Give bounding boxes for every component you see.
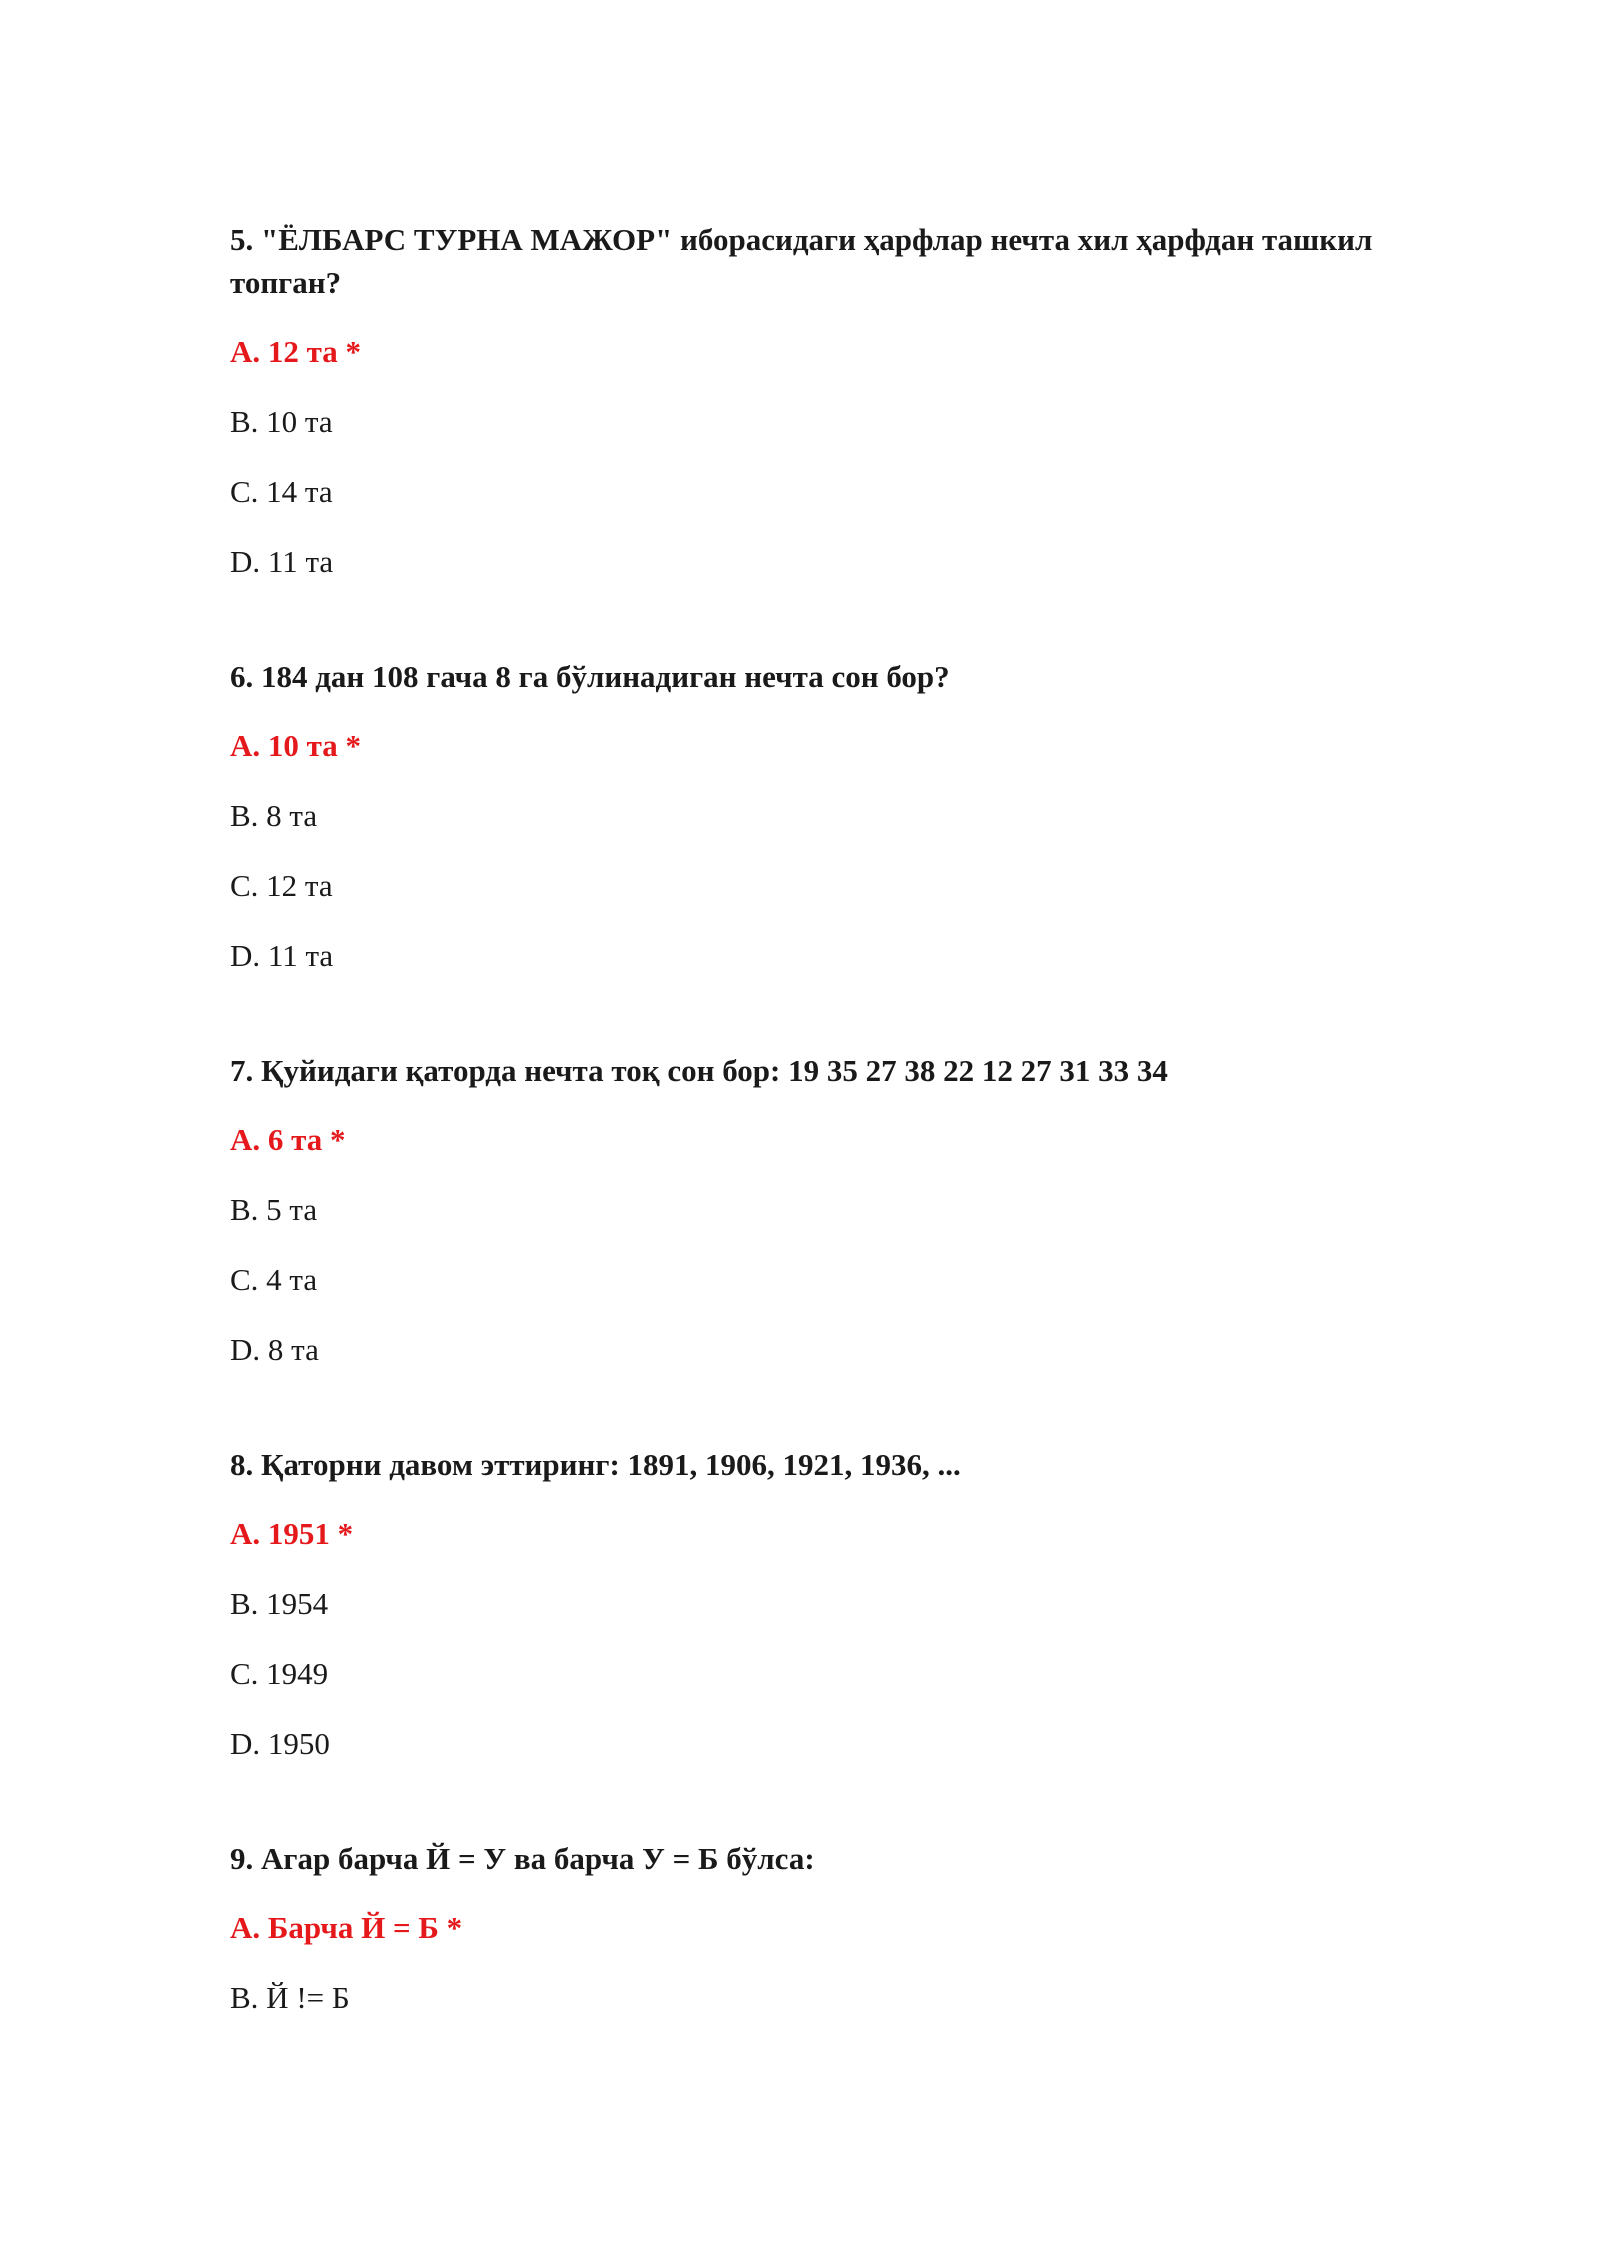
option-d: D. 8 та [230, 1332, 319, 1367]
document-page [230, 218, 1430, 2091]
option-a-correct: A. 12 та * [230, 334, 361, 369]
question-text: 5. "ЁЛБАРС ТУРНА МАЖОР" иборасидаги ҳарфлар нечта хил ҳарфдан ташкил топган? [230, 222, 1373, 300]
question-text: 9. Агар барча Й = У ва барча У = Б бўлса: [230, 1841, 815, 1876]
question-text: 8. Қаторни давом эттиринг: 1891, 1906, 1921, 1936, ... [230, 1447, 961, 1482]
option-b: B. 5 та [230, 1192, 318, 1227]
question-6 [230, 655, 1430, 977]
question-5 [230, 218, 1430, 583]
option-a-correct: A. Барча Й = Б * [230, 1910, 463, 1945]
option-c: C. 4 та [230, 1262, 318, 1297]
option-d: D. 1950 [230, 1726, 330, 1761]
question-text: 6. 184 дан 108 гача 8 га бўлинадиган нечта сон бор? [230, 659, 950, 694]
option-a-correct: A. 10 та * [230, 728, 361, 763]
option-c: C. 14 та [230, 474, 333, 509]
option-a-correct: A. 6 та * [230, 1122, 346, 1157]
question-9 [230, 1837, 1430, 2019]
option-d: D. 11 та [230, 544, 334, 579]
option-c: C. 1949 [230, 1656, 329, 1691]
option-a-correct: A. 1951 * [230, 1516, 354, 1551]
question-8 [230, 1443, 1430, 1765]
option-b: B. 10 та [230, 404, 333, 439]
option-b: B. Й != Б [230, 1980, 350, 2015]
question-text: 7. Қуйидаги қаторда нечта тоқ сон бор: 19 35 27 38 22 12 27 31 33 34 [230, 1053, 1168, 1088]
question-7 [230, 1049, 1430, 1371]
option-d: D. 11 та [230, 938, 334, 973]
option-b: B. 1954 [230, 1586, 329, 1621]
option-c: C. 12 та [230, 868, 333, 903]
option-b: B. 8 та [230, 798, 318, 833]
